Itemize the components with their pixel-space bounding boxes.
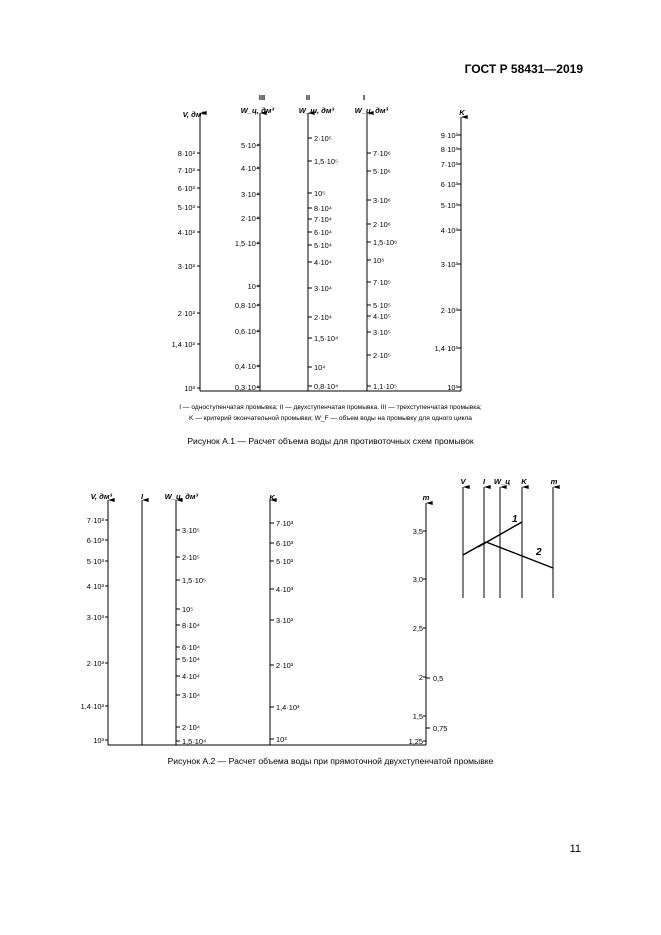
- tick-label: 8·10³: [177, 149, 195, 158]
- tick-label: 2: [418, 673, 423, 682]
- tick-label: 6·10³: [177, 184, 195, 193]
- tick-label: 6·10³: [440, 180, 458, 189]
- tick-label: 1,4·10³: [171, 340, 195, 349]
- tick-label: 10⁶: [373, 256, 385, 265]
- tick-label: 1,5: [412, 712, 423, 721]
- key-axis-label: W_ц: [493, 477, 511, 486]
- tick-label: 5·10⁴: [241, 141, 259, 150]
- ticks-ww: [308, 134, 338, 391]
- tick-label: 4·10³: [440, 226, 458, 235]
- tick-label: 5·10³: [276, 557, 294, 566]
- tick-label: 5·10⁴: [314, 241, 332, 250]
- tick-label: 3·10⁶: [373, 196, 391, 205]
- tick-label: 3·10³: [86, 613, 104, 622]
- tick-label: 2·10³: [86, 659, 104, 668]
- tick-label: 4·10⁴: [314, 258, 332, 267]
- tick-label: 1,5·10⁵: [314, 157, 339, 166]
- tick-label: 9·10³: [440, 131, 458, 140]
- tick-label: 1,5·10⁴: [182, 737, 207, 746]
- tick-label: 2·10⁵: [373, 351, 391, 360]
- ticks-wc1: [367, 149, 397, 391]
- tick-label: 10³: [447, 383, 458, 392]
- key-axis-label: V: [460, 477, 466, 486]
- tick-label: 1,5·10⁴: [234, 239, 259, 248]
- tick-label: 1,5·10⁴: [314, 334, 339, 343]
- tick-label: 2·10⁴: [314, 313, 332, 322]
- tick-label: 2·10⁴: [182, 723, 200, 732]
- tick-label: 2·10⁵: [314, 134, 332, 143]
- tick-label: 2·10⁵: [182, 553, 200, 562]
- axis-header-k: K: [459, 108, 465, 117]
- tick-label: 2·10³: [440, 306, 458, 315]
- tick-label: 6·10³: [86, 536, 104, 545]
- tick-label: 3·10⁴: [182, 691, 200, 700]
- tick-label: 3·10⁴: [241, 190, 259, 199]
- tick-label: 0,4·10⁴: [234, 362, 259, 371]
- axis-roman-iii: III: [258, 93, 266, 102]
- tick-label: 0,75: [433, 724, 448, 733]
- tick-label: 5·10³: [440, 201, 458, 210]
- tick-label: 4·10⁵: [373, 312, 391, 321]
- tick-label: 2·10³: [177, 309, 195, 318]
- ticks-v: [172, 149, 200, 393]
- tick-label: 6·10⁴: [314, 228, 332, 237]
- tick-label: 0,6·10⁴: [234, 327, 259, 336]
- tick-label: 2·10⁴: [241, 214, 259, 223]
- tick-label: 1,25: [408, 737, 423, 746]
- tick-label: 3,0: [412, 575, 423, 584]
- tick-label: 8·10³: [440, 145, 458, 154]
- axis-header-i: I: [140, 492, 144, 501]
- tick-label: 4·10³: [86, 582, 104, 591]
- tick-label: 1,5·10⁶: [373, 238, 397, 247]
- tick-label: 3·10⁴: [314, 284, 332, 293]
- axis-roman-i: I: [362, 93, 366, 102]
- tick-label: 2,5: [412, 624, 423, 633]
- figure1-legend-line1: I — одноступенчатая промывка; II — двухступенчатая промывка. III — трехступенчатая промывка;: [179, 404, 482, 411]
- tick-label: 1,4·10³: [434, 344, 458, 353]
- tick-label: 5·10⁶: [373, 167, 391, 176]
- axis-header-k: K: [269, 493, 275, 502]
- tick-label: 0,5: [433, 674, 444, 683]
- figure1-legend-line2: K — критерий окончательной промывки; W_F — объем воды на промывку для одного цикла: [189, 415, 472, 422]
- figure2-caption: Рисунок А.2 — Расчет объема воды при прямоточной двухступенчатой промывке: [167, 756, 494, 766]
- tick-label: 5·10³: [177, 203, 195, 212]
- tick-label: 1,5·10⁵: [182, 576, 207, 585]
- tick-label: 10³: [93, 736, 104, 745]
- axis-header-wc: W_ц, дм³: [164, 492, 198, 501]
- tick-label: 4·10⁴: [241, 164, 259, 173]
- ticks-k: [435, 131, 461, 392]
- tick-label: 7·10⁴: [314, 215, 332, 224]
- axis-header-v: V, дм³: [90, 492, 112, 501]
- tick-label: 0,8·10⁴: [234, 301, 259, 310]
- tick-label: 3·10³: [276, 616, 294, 625]
- tick-label: 4·10³: [276, 585, 294, 594]
- tick-label: 1,1·10⁵: [373, 382, 398, 391]
- key-line-label: 1: [512, 514, 518, 525]
- tick-label: 7·10⁵: [373, 278, 391, 287]
- tick-label: 6·10⁴: [182, 643, 200, 652]
- tick-label: 7·10⁶: [373, 149, 391, 158]
- tick-label: 0,3·10⁴: [234, 383, 259, 392]
- tick-label: 1,4·10³: [276, 703, 300, 712]
- axis-header-ww: W_ш, дм³: [298, 106, 334, 115]
- tick-label: 5·10⁴: [182, 655, 200, 664]
- key-axis-label: K: [521, 477, 527, 486]
- tick-label: 6·10³: [276, 539, 294, 548]
- standard-number: ГОСТ Р 58431—2019: [464, 62, 583, 76]
- tick-label: 7·10³: [276, 519, 294, 528]
- tick-label: 8·10⁴: [182, 621, 200, 630]
- ticks-wc3: [235, 141, 260, 392]
- tick-label: 8·10⁴: [314, 204, 332, 213]
- tick-label: 0,8·10⁴: [314, 382, 339, 391]
- tick-label: 4·10⁴: [182, 672, 200, 681]
- figure1-caption: Рисунок А.1 — Расчет объема воды для противоточных схем промывок: [187, 436, 474, 446]
- tick-label: 4·10³: [177, 228, 195, 237]
- tick-label: 7·10³: [86, 516, 104, 525]
- tick-label: 5·10³: [86, 557, 104, 566]
- tick-label: 3·10³: [177, 262, 195, 271]
- figure-a2-nomogram: [81, 492, 448, 746]
- tick-label: 3·10³: [440, 260, 458, 269]
- axis-header-wc3: W_ц, дм³: [240, 106, 274, 115]
- tick-label: 3,5: [412, 527, 423, 536]
- key-line-label: 2: [536, 547, 542, 558]
- tick-label: 10⁴: [314, 363, 326, 372]
- tick-label: 1,4·10³: [80, 702, 104, 711]
- tick-label: 7·10³: [440, 160, 458, 169]
- tick-label: 10³: [184, 384, 195, 393]
- page-number: 11: [569, 843, 581, 855]
- tick-label: 10⁵: [182, 605, 194, 614]
- tick-label: 2·10⁶: [373, 220, 391, 229]
- key-diagram: [460, 477, 557, 598]
- axis-header-v: V, дм³: [182, 110, 204, 119]
- axis-header-m: m: [422, 493, 430, 502]
- tick-label: 10³: [276, 735, 287, 744]
- tick-label: 5·10⁵: [373, 301, 391, 310]
- tick-label: 2·10³: [276, 661, 294, 670]
- tick-label: 10⁴: [247, 282, 259, 291]
- tick-label: 3·10⁵: [182, 526, 200, 535]
- axis-header-wc1: W_ц, дм³: [354, 106, 388, 115]
- key-line-2: [486, 542, 553, 568]
- tick-label: 10⁵: [314, 189, 326, 198]
- key-axis-label: m: [550, 477, 558, 486]
- tick-label: 3·10⁵: [373, 328, 391, 337]
- axis-roman-ii: II: [305, 93, 311, 102]
- key-axis-label: I: [482, 477, 486, 486]
- tick-label: 7·10³: [177, 166, 195, 175]
